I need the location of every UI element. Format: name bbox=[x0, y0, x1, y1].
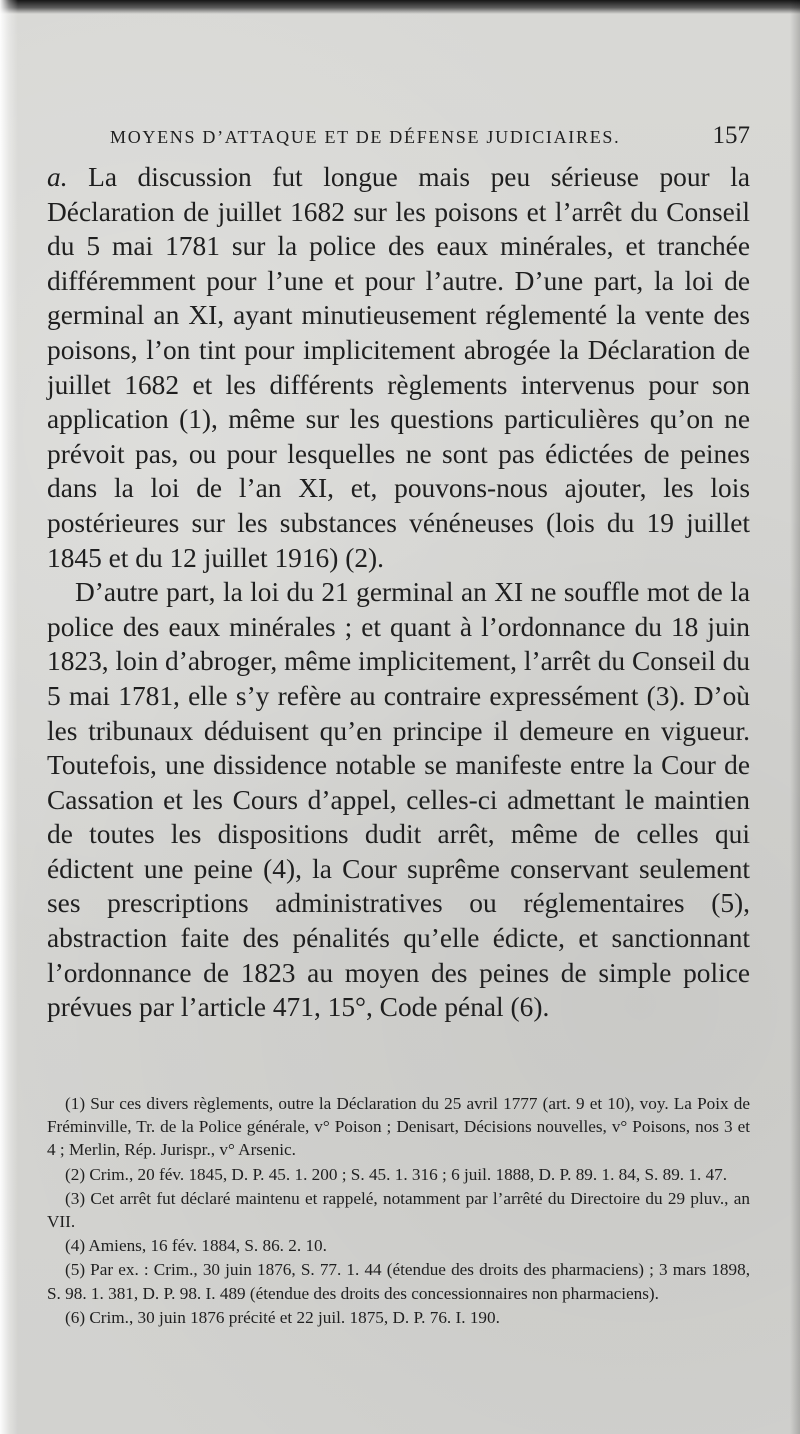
paragraph-marker: a. bbox=[47, 162, 68, 192]
footnote-6: (6) Crim., 30 juin 1876 précité et 22 juil. 1875, D. P. 76. I. 190. bbox=[65, 1307, 500, 1327]
footnotes bbox=[47, 1092, 750, 1330]
paragraph-a bbox=[47, 160, 750, 575]
main-text-block bbox=[47, 160, 750, 1025]
footnote-4: (4) Amiens, 16 fév. 1884, S. 86. 2. 10. bbox=[65, 1236, 327, 1256]
running-title: MOYENS D’ATTAQUE ET DE DÉFENSE JUDICIAIRES. bbox=[110, 127, 621, 147]
footnote-3: (3) Cet arrêt fut déclaré maintenu et rappelé, notamment par l’arrêté du Directoire du 29 pluv., an VII. bbox=[47, 1188, 750, 1232]
footnote-2: (2) Crim., 20 fév. 1845, D. P. 45. 1. 200 ; S. 45. 1. 316 ; 6 juil. 1888, D. P. 89. 1. 84, S. 89. 1. 47. bbox=[65, 1164, 728, 1184]
running-header bbox=[110, 122, 750, 150]
scan-top-shadow bbox=[0, 0, 800, 14]
paragraph-b bbox=[47, 575, 750, 1025]
paragraph-a-text: La discussion fut longue mais peu sérieuse pour la Déclaration de juillet 1682 sur les poisons et l’arrêt du Conseil du 5 mai 1781 sur la police des eaux minérales, et tranchée différemment pour l’une et pour l’autre. D’une part, la loi de germinal an XI, ayant minutieusement réglementé la vente des poisons, l’on tint pour implicitement abrogée la Déclaration de juillet 1682 et les différents règlements intervenus pour son application (1), même sur les questions particulières qu’on ne prévoit pas, ou pour lesquelles ne sont pas édictées de peines dans la loi de l’an XI, et, pouvons-nous ajouter, les lois postérieures sur les substances vénéneuses (lois du 19 juillet 1845 et du 12 juillet 1916) (2). bbox=[47, 162, 750, 573]
scan-left-edge bbox=[0, 0, 18, 1434]
scan-right-edge bbox=[790, 0, 800, 1434]
footnote-5: (5) Par ex. : Crim., 30 juin 1876, S. 77. 1. 44 (étendue des droits des pharmaciens) ; 3 mars 1898, S. 98. 1. 381, D. P. 98. I. 489 (étendue des droits des concessionnaires non pharmaciens). bbox=[47, 1260, 750, 1303]
body-text bbox=[47, 160, 750, 1025]
footnote-1: (1) Sur ces divers règlements, outre la Déclaration du 25 avril 1777 (art. 9 et 10), voy. La Poix de Fréminville, Tr. de la Police générale, v° Poison ; Denisart, Décisions nouvelles, v° Poisons, nos 3 et 4 ; Merlin, Rép. Jurispr., v° Arsenic. bbox=[47, 1094, 750, 1160]
paragraph-b-text: D’autre part, la loi du 21 germinal an XI ne souffle mot de la police des eaux minérales ; et quant à l’ordonnance du 18 juin 1823, loin d’abroger, même implicitement, l’arrêt du Conseil du 5 mai 1781, elle s’y refère au contraire expressément (3). D’où les tribunaux déduisent qu’en principe il demeure en vigueur. Toutefois, une dissidence notable se manifeste entre la Cour de Cassation et les Cours d’appel, celles-ci admettant le maintien de toutes les dispositions dudit arrêt, même de celles qui édictent une peine (4), la Cour suprême conservant seulement ses prescriptions administratives ou réglementaires (5), abstraction faite des pénalités qu’elle édicte, et sanctionnant l’ordonnance de 1823 au moyen des peines de simple police prévues par l’article 471, 15°, Code pénal (6). bbox=[47, 577, 750, 1023]
page-number: 157 bbox=[712, 122, 750, 149]
